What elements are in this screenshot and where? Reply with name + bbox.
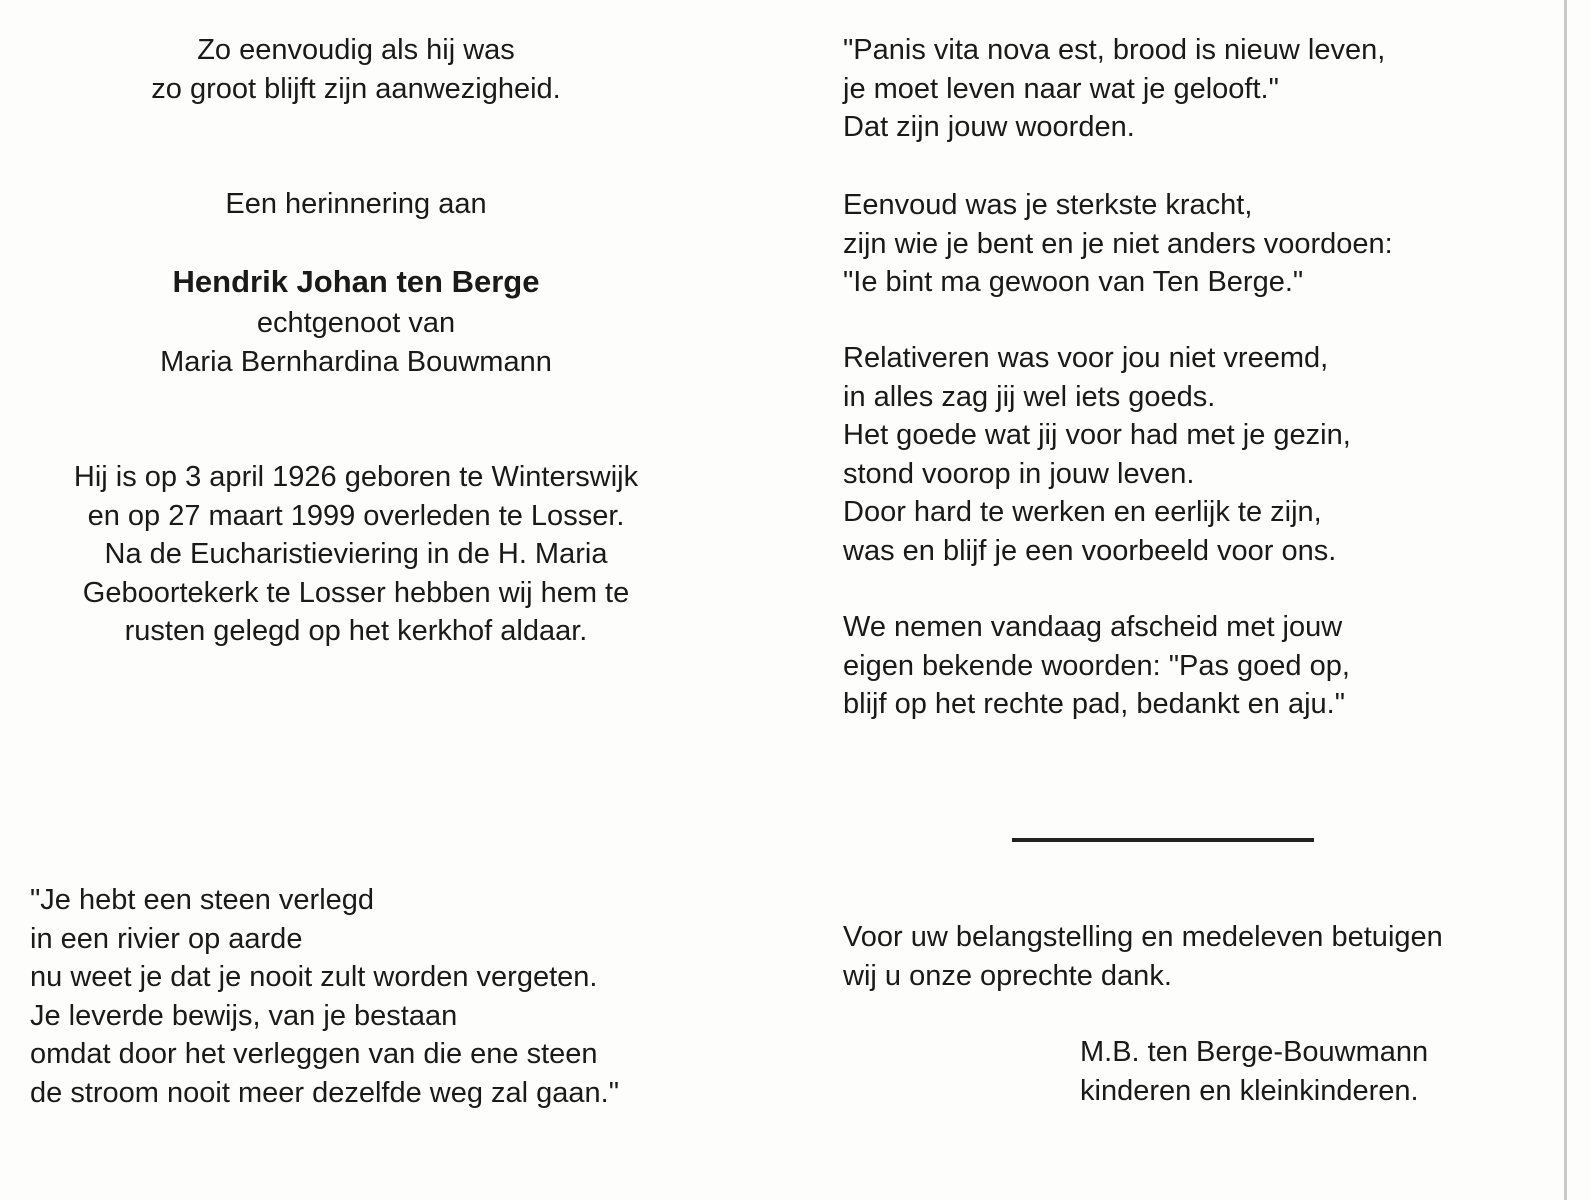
motto-line: zo groot blijft zijn aanwezigheid. [151, 72, 561, 105]
verse-line: stond voorop in jouw leven. [843, 457, 1195, 490]
stanza-1 [843, 31, 1385, 147]
bio-line: Geboortekerk te Losser hebben wij hem te [82, 576, 630, 609]
poem-line: nu weet je dat je nooit zult worden vergeten. [30, 961, 598, 994]
spouse-name: Maria Bernhardina Bouwmann [160, 346, 552, 378]
verse-line: Dat zijn jouw woorden. [843, 111, 1135, 144]
stanza-4 [843, 608, 1350, 724]
bio-line: Na de Eucharistieviering in de H. Maria [104, 538, 608, 571]
verse-line: zijn wie je bent en je niet anders voordoen: [843, 227, 1393, 260]
verse-line: Het goede wat jij voor had met je gezin, [843, 419, 1351, 452]
biography [6, 458, 706, 651]
scan-edge [1564, 0, 1567, 1200]
verse-line: Door hard te werken en eerlijk te zijn, [843, 496, 1322, 529]
poem-line: "Je hebt een steen verlegd [30, 884, 375, 916]
stanza-2 [843, 186, 1393, 302]
verse-line: eigen bekende woorden: "Pas goed op, [843, 649, 1350, 682]
poem-line: Je leverde bewijs, van je bestaan [30, 999, 458, 1032]
verse-line: blijf op het rechte pad, bedankt en aju." [843, 688, 1346, 721]
poem [30, 881, 619, 1113]
bio-line: Hij is op 3 april 1926 geboren te Winterswijk [73, 461, 639, 493]
stanza-3 [843, 339, 1351, 571]
thanks-line: wij u onze oprechte dank. [843, 959, 1172, 992]
verse-line: "Ie bint ma gewoon van Ten Berge." [843, 266, 1304, 299]
verse-line: Eenvoud was je sterkste kracht, [843, 189, 1253, 221]
poem-line: in een rivier op aarde [30, 922, 303, 955]
deceased-name: Hendrik Johan ten Berge [172, 264, 540, 299]
verse-line: was en blijf je een voorbeeld voor ons. [843, 534, 1337, 567]
motto-line: Zo eenvoudig als hij was [197, 34, 515, 66]
signature-line: M.B. ten Berge-Bouwmann [1080, 1036, 1429, 1068]
thanks [843, 918, 1443, 995]
signature-line: kinderen en kleinkinderen. [1080, 1074, 1419, 1107]
motto [56, 31, 656, 108]
intro: Een herinnering aan [225, 188, 487, 220]
divider-rule [1012, 838, 1314, 842]
thanks-line: Voor uw belangstelling en medeleven betuigen [843, 921, 1443, 953]
verse-line: "Panis vita nova est, brood is nieuw leven, [843, 34, 1386, 66]
signature [1080, 1033, 1428, 1110]
spouse-label: echtgenoot van [256, 307, 456, 339]
poem-line: omdat door het verleggen van die ene steen [30, 1038, 598, 1071]
verse-line: We nemen vandaag afscheid met jouw [843, 611, 1343, 643]
poem-line: de stroom nooit meer dezelfde weg zal gaan." [30, 1076, 620, 1109]
bio-line: rusten gelegd op het kerkhof aldaar. [124, 615, 588, 648]
verse-line: Relativeren was voor jou niet vreemd, [843, 342, 1329, 374]
verse-line: in alles zag jij wel iets goeds. [843, 380, 1216, 413]
bio-line: en op 27 maart 1999 overleden te Losser. [87, 499, 625, 532]
verse-line: je moet leven naar wat je gelooft." [843, 72, 1279, 105]
